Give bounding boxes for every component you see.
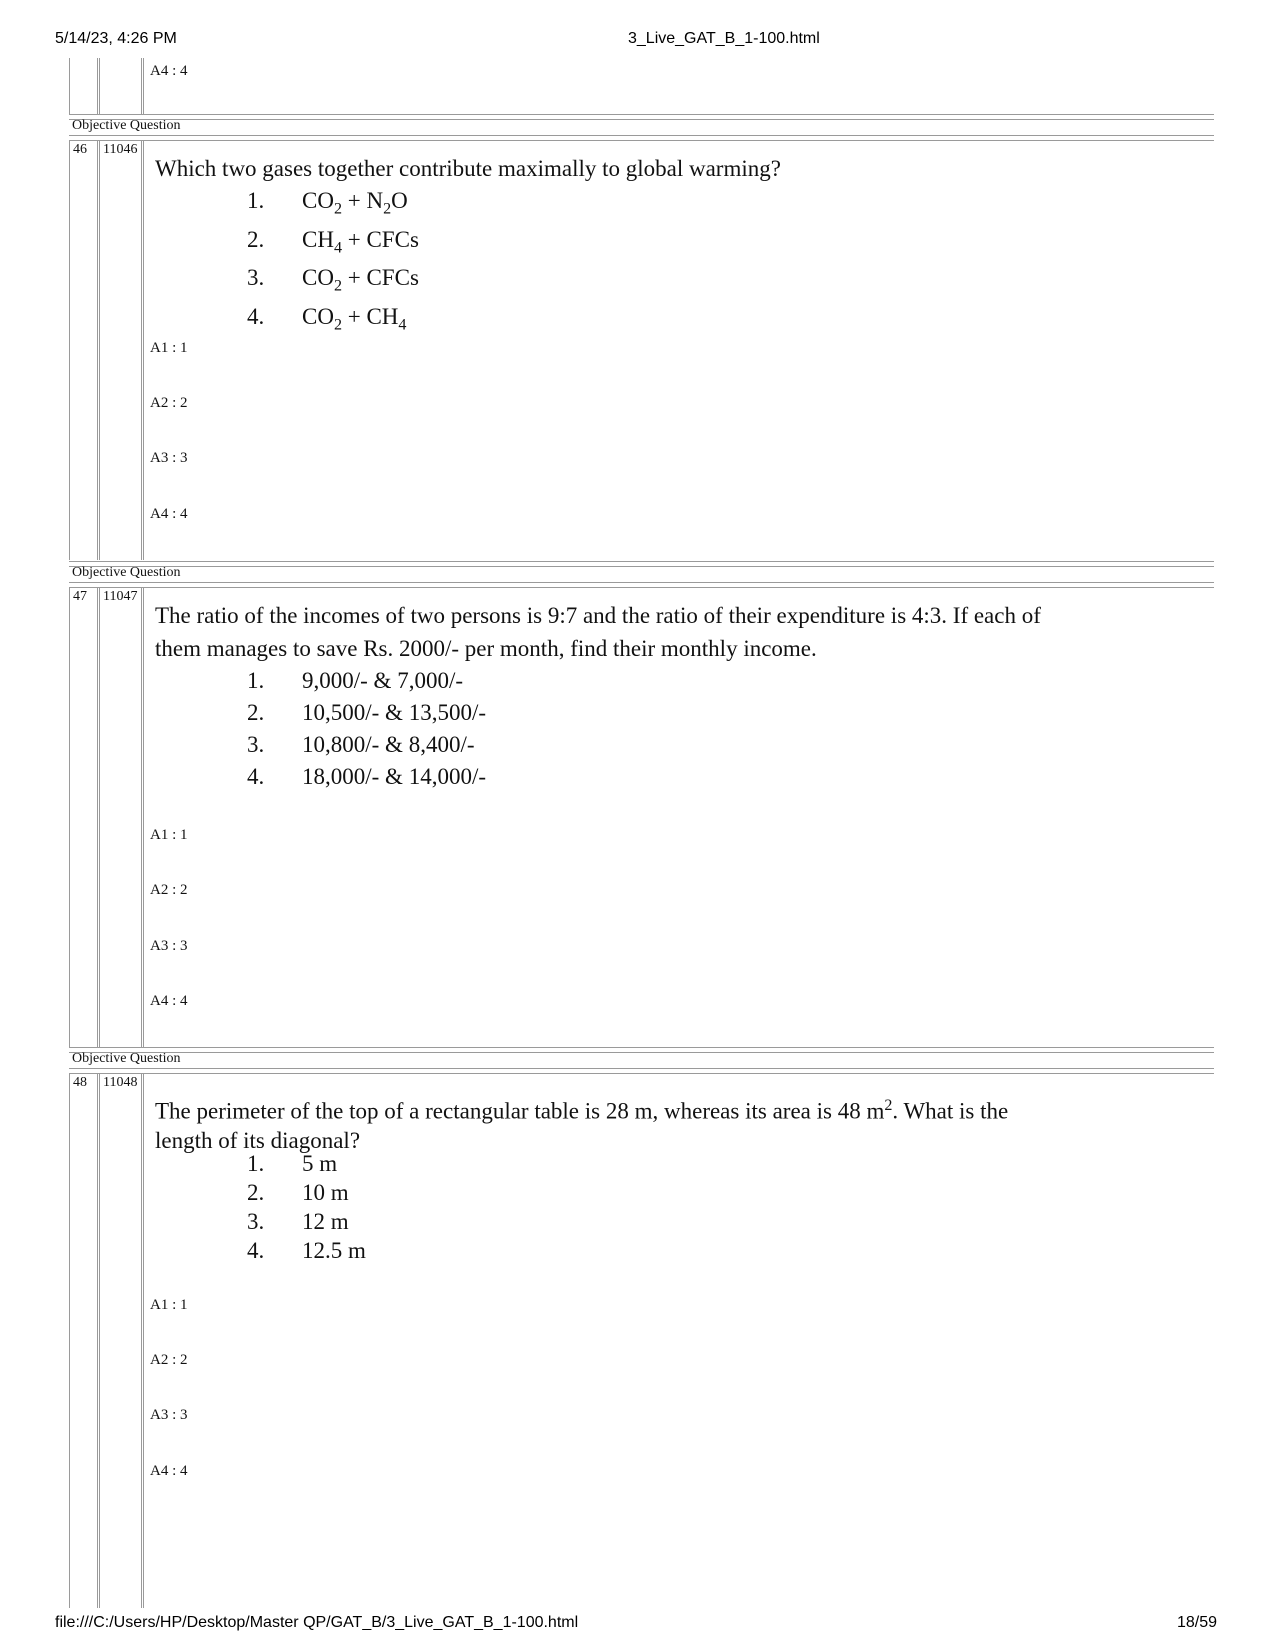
question-number: 46: [73, 142, 87, 157]
answer-key: A3 : 3: [150, 450, 188, 466]
answer-key: A1 : 1: [150, 827, 188, 843]
file-path: file:///C:/Users/HP/Desktop/Master QP/GAT_B/3_Live_GAT_B_1-100.html: [55, 1614, 579, 1631]
row-separator: [69, 1047, 1214, 1053]
option-item: 1. $CO_2 + N_2O$: [247, 188, 408, 218]
option-item: 3. 12 m: [247, 1209, 349, 1234]
prev-question-tail: [69, 58, 1214, 114]
option-item: 3. 10,800/- & 8,400/-: [247, 732, 475, 757]
answer-key: A3 : 3: [150, 938, 188, 954]
question-text: The perimeter of the top of a rectangular table is 28 m, whereas its area is 48 $m^2$. What is the length of its diagonal?: [155, 1097, 1009, 1153]
print-header: [0, 30, 1275, 50]
row-separator: [69, 114, 1214, 120]
option-item: 2. 10,500/- & 13,500/-: [247, 700, 486, 725]
print-datetime: 5/14/23, 4:26 PM: [55, 30, 177, 47]
section-label: Objective Question: [72, 1051, 181, 1066]
row-separator: [69, 561, 1214, 567]
question-id: 11047: [103, 589, 138, 604]
question-text: Which two gases together contribute maximally to global warming?: [155, 156, 781, 181]
answer-key: A2 : 2: [150, 1352, 188, 1368]
answer-key: A2 : 2: [150, 395, 188, 411]
answer-key: A1 : 1: [150, 1297, 188, 1313]
page-number: 18/59: [1176, 1614, 1217, 1631]
option-item: 3. $CO_2$ + CFCs: [247, 265, 419, 295]
question-47: [69, 587, 1214, 1047]
option-item: 4. 18,000/- & 14,000/-: [247, 764, 486, 789]
option-item: 1. 5 m: [247, 1151, 338, 1176]
question-id: 11046: [103, 142, 138, 157]
option-item: 1. 9,000/- & 7,000/-: [247, 668, 463, 693]
question-46: [69, 140, 1214, 560]
question-text: The ratio of the incomes of two persons is 9:7 and the ratio of their expenditure is 4:3. If each of them manages to save Rs. 2000/- per month, find their monthly income.: [155, 603, 1041, 661]
answer-key: A3 : 3: [150, 1407, 188, 1423]
options-list: [247, 665, 486, 793]
question-table: [69, 58, 1214, 1608]
answer-key: A4 : 4: [150, 993, 188, 1009]
option-item: 2. $CH_4$ + CFCs: [247, 226, 419, 257]
question-number: 48: [73, 1075, 87, 1090]
option-item: 4. $CO_2 + CH_4$: [247, 303, 407, 334]
print-title: 3_Live_GAT_B_1-100.html: [628, 30, 820, 47]
options-list: [247, 1149, 366, 1265]
question-number: 47: [73, 589, 87, 604]
print-footer: [0, 1614, 1275, 1634]
section-label: Objective Question: [72, 118, 181, 133]
section-label: Objective Question: [72, 565, 181, 580]
question-id: 11048: [103, 1075, 138, 1090]
answer-key: A2 : 2: [150, 882, 188, 898]
answer-key: A4 : 4: [150, 1463, 188, 1479]
answer-key: A4 : 4: [150, 506, 188, 522]
options-list: [247, 186, 419, 340]
answer-key: A4 : 4: [150, 63, 188, 79]
question-48: [69, 1073, 1214, 1608]
option-item: 4. 12.5 m: [247, 1238, 366, 1263]
answer-key: A1 : 1: [150, 340, 188, 356]
option-item: 2. 10 m: [247, 1180, 349, 1205]
